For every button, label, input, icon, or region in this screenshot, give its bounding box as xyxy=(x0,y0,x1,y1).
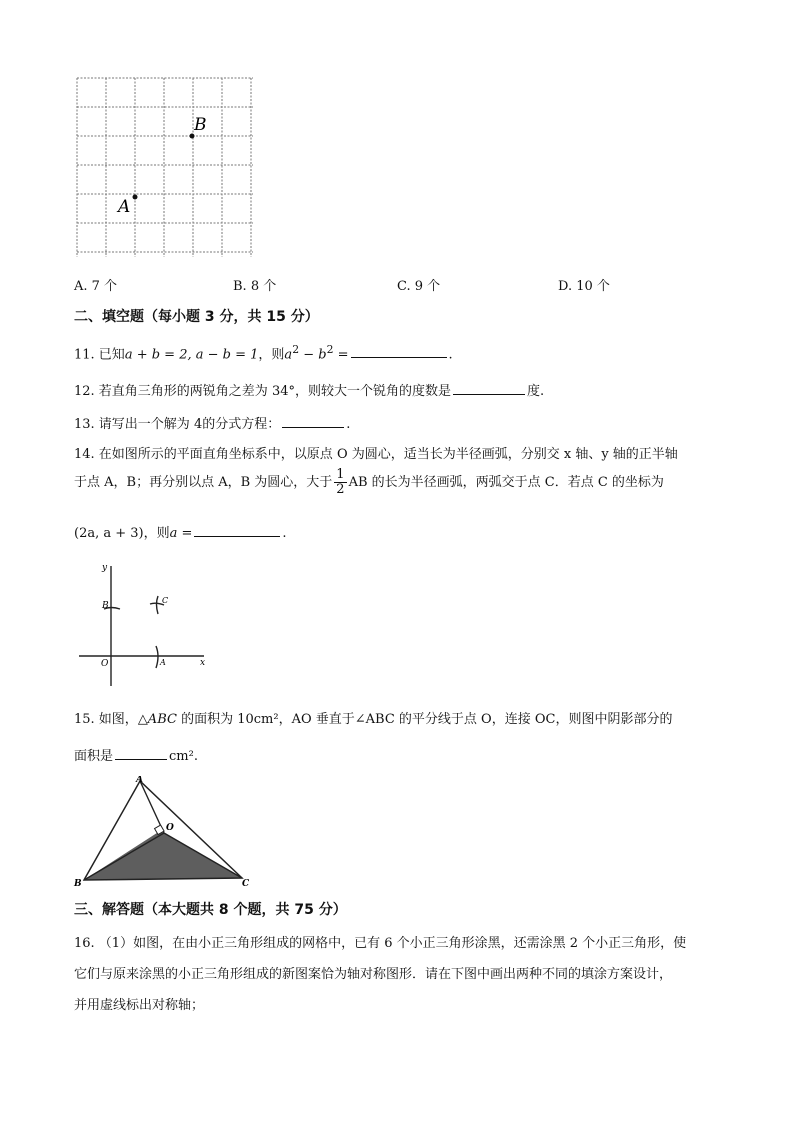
q15-triangle: △ABC xyxy=(137,712,177,727)
q14-answer-blank[interactable] xyxy=(194,524,280,537)
q11-condition: a + b = 2, a − b = 1 xyxy=(124,347,259,363)
q12-end: 度. xyxy=(526,384,545,399)
option-b[interactable]: B. 8 个 xyxy=(233,279,277,294)
label-c: C xyxy=(162,596,169,605)
arc-a xyxy=(156,646,158,668)
q11-var-a: a xyxy=(284,347,293,363)
point-a xyxy=(133,195,138,200)
q11-minus: − xyxy=(299,347,319,363)
grid-figure xyxy=(70,72,260,264)
option-c[interactable]: C. 9 个 xyxy=(397,279,441,294)
q11-sup-a: 2 xyxy=(292,343,300,356)
section3-heading: 三、解答题（本大题共 8 个题，共 75 分） xyxy=(74,902,347,918)
question-14-line1: 14. 在如图所示的平面直角坐标系中，以原点 O 为圆心，适当长为半径画弧，分别交 x 轴、y 轴的正半轴 xyxy=(74,447,678,462)
option-a[interactable]: A. 7 个 xyxy=(74,279,118,294)
question-11 xyxy=(74,343,453,362)
point-b-label: B xyxy=(194,115,207,135)
label-b: B xyxy=(102,601,109,611)
label-a: A xyxy=(136,776,143,785)
q15-line2-a: 面积是 xyxy=(74,749,114,764)
label-a: A xyxy=(160,658,166,667)
question-16-line1: 16. （1）如图，在由小正三角形组成的网格中，已有 6 个小正三角形涂黑，还需涂黑 2 个小正三角形，使 xyxy=(74,936,687,951)
q14-line2-b: AB 的长为半径画弧，两弧交于点 C．若点 C 的坐标为 xyxy=(348,475,664,490)
question-16-line2: 它们与原来涂黑的小正三角形组成的新图案恰为轴对称图形．请在下图中画出两种不同的填涂方案设计， xyxy=(74,967,673,982)
option-d[interactable]: D. 10 个 xyxy=(558,279,610,294)
q14-var-a: a xyxy=(169,526,178,541)
q15-unit: cm² xyxy=(169,749,194,764)
question-14-line2 xyxy=(74,468,664,497)
coordinate-figure xyxy=(74,556,214,690)
q12-answer-blank[interactable] xyxy=(453,382,525,395)
question-15-line1 xyxy=(74,708,672,727)
q15-end: . xyxy=(193,749,198,764)
label-y: y xyxy=(102,563,108,573)
label-o: O xyxy=(101,659,109,669)
label-x: x xyxy=(200,658,206,668)
section2-heading: 二、填空题（每小题 3 分，共 15 分） xyxy=(74,309,319,325)
q11-answer-blank[interactable] xyxy=(351,345,447,358)
triangle-figure xyxy=(72,776,262,888)
point-a-label: A xyxy=(118,197,131,217)
q14-line2-a: 于点 A，B；再分别以点 A，B 为圆心，大于 xyxy=(74,475,333,490)
q11-equals: = xyxy=(333,347,349,363)
q15-line1-a: 15. 如图， xyxy=(74,712,138,727)
q11-sup-b: 2 xyxy=(326,343,334,356)
q14-frac-den: 2 xyxy=(336,482,345,497)
q13-text: 13. 请写出一个解为 4的分式方程： xyxy=(74,417,281,432)
question-14-line3 xyxy=(74,522,287,541)
q14-end: . xyxy=(282,526,287,541)
label-c: C xyxy=(242,879,250,888)
q11-end: . xyxy=(448,347,453,363)
arc-c-2 xyxy=(157,596,159,614)
question-12 xyxy=(74,380,544,399)
q13-answer-blank[interactable] xyxy=(282,415,344,428)
q11-mid: ，则 xyxy=(258,347,285,363)
grid-lines xyxy=(77,78,253,257)
q11-var-b: b xyxy=(318,347,327,363)
label-o: O xyxy=(166,823,174,833)
q14-frac-num: 1 xyxy=(336,467,345,482)
q15-answer-blank[interactable] xyxy=(115,747,167,760)
q14-eq: = xyxy=(177,526,193,541)
q13-end: . xyxy=(346,417,351,432)
q14-line3-a: (2a, a + 3)，则 xyxy=(74,526,170,541)
q14-fraction xyxy=(334,468,346,497)
q15-line1-b: 的面积为 10cm²，AO 垂直于∠ABC 的平分线于点 O，连接 OC，则图中阴影部分的 xyxy=(176,712,673,727)
q12-text: 12. 若直角三角形的两锐角之差为 34°，则较大一个锐角的度数是 xyxy=(74,384,451,399)
question-16-line3: 并用虚线标出对称轴； xyxy=(74,998,205,1013)
question-15-line2 xyxy=(74,745,198,764)
q11-prefix: 11. 已知 xyxy=(74,347,125,363)
label-b: B xyxy=(74,879,82,888)
question-13 xyxy=(74,413,350,432)
